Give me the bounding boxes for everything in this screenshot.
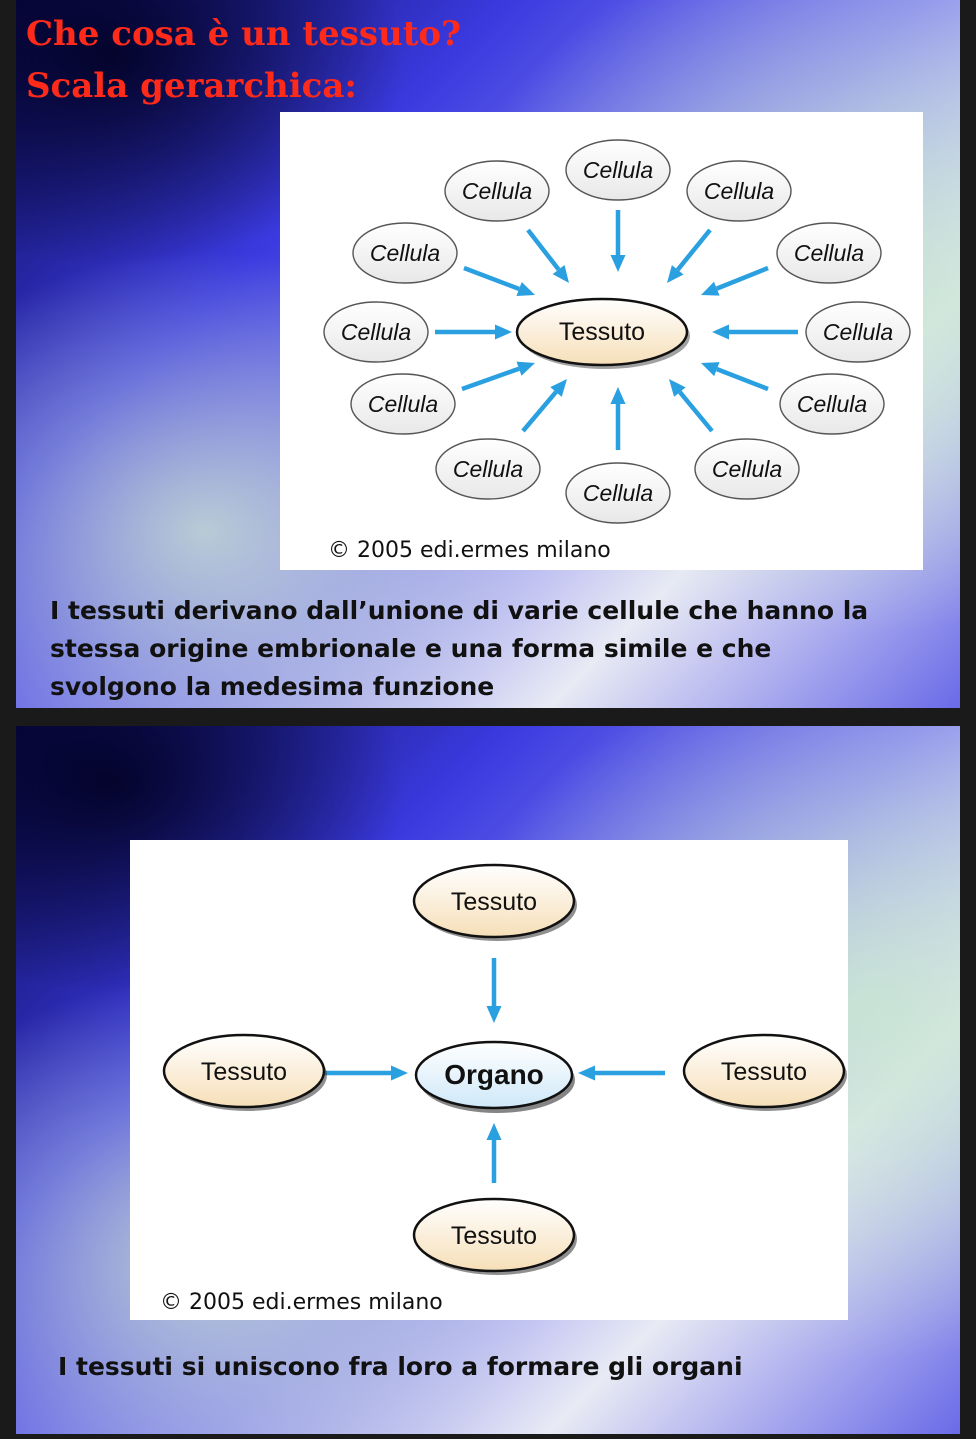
organ-label: Organo xyxy=(444,1059,544,1090)
tissue-node xyxy=(414,865,577,941)
cell-node xyxy=(566,140,670,200)
organ-node xyxy=(416,1042,575,1113)
arrow xyxy=(669,379,712,431)
cell-label: Cellula xyxy=(793,240,865,266)
caption-1-line-3: svolgono la medesima funzione xyxy=(50,672,495,701)
cell-node xyxy=(324,302,428,362)
cell-label: Cellula xyxy=(369,240,441,266)
caption-1-line-1: I tessuti derivano dall’unione di varie cellule che hanno la xyxy=(50,596,869,625)
tissue-node xyxy=(517,299,690,369)
slide-title: Che cosa è un tessuto? xyxy=(26,14,462,54)
cell-label: Cellula xyxy=(711,456,783,482)
tissue-label: Tessuto xyxy=(200,1058,288,1086)
cell-label: Cellula xyxy=(703,178,775,204)
tissue-node xyxy=(684,1035,847,1111)
tissue-label: Tessuto xyxy=(450,888,538,916)
cell-node xyxy=(806,302,910,362)
cell-label: Cellula xyxy=(582,480,654,506)
arrow xyxy=(578,1066,665,1081)
cell-node xyxy=(353,223,457,283)
tissue-node xyxy=(164,1035,327,1111)
cell-label: Cellula xyxy=(452,456,524,482)
arrow xyxy=(701,362,768,389)
cell-node xyxy=(351,374,455,434)
arrow xyxy=(667,230,710,283)
arrow xyxy=(322,1066,408,1081)
cell-label: Cellula xyxy=(796,391,868,417)
cell-label: Cellula xyxy=(822,319,894,345)
tissue-organ-diagram xyxy=(130,840,848,1320)
arrow xyxy=(611,210,626,272)
cell-tissue-diagram-panel xyxy=(280,112,923,570)
caption-2 xyxy=(58,1348,743,1386)
cell-node xyxy=(687,161,791,221)
arrow xyxy=(523,379,567,431)
cell-label: Cellula xyxy=(367,391,439,417)
tissue-organ-diagram-panel xyxy=(130,840,848,1320)
cell-node xyxy=(566,463,670,523)
caption-1 xyxy=(50,592,868,706)
tissue-label: Tessuto xyxy=(450,1222,538,1250)
cell-node xyxy=(777,223,881,283)
slide-2 xyxy=(16,726,960,1434)
arrow xyxy=(701,268,768,296)
arrow xyxy=(487,958,502,1023)
cell-node xyxy=(436,439,540,499)
cell-node xyxy=(780,374,884,434)
caption-2-line: I tessuti si uniscono fra loro a formare gli organi xyxy=(58,1352,743,1381)
cell-tissue-diagram xyxy=(280,112,923,570)
caption-1-line-2: stessa origine embrionale e una forma simile e che xyxy=(50,634,772,663)
tissue-label: Tessuto xyxy=(558,318,646,346)
tissue-label: Tessuto xyxy=(720,1058,808,1086)
arrow xyxy=(464,268,535,296)
cell-node xyxy=(695,439,799,499)
arrow xyxy=(435,325,512,340)
copyright-1: © 2005 edi.ermes milano xyxy=(328,538,611,563)
copyright-2: © 2005 edi.ermes milano xyxy=(160,1290,443,1315)
arrow xyxy=(611,387,626,450)
cell-label: Cellula xyxy=(582,157,654,183)
arrow xyxy=(528,230,569,283)
cell-node xyxy=(445,161,549,221)
tissue-node xyxy=(414,1199,577,1275)
arrow xyxy=(487,1123,502,1183)
slide-subtitle: Scala gerarchica: xyxy=(26,66,357,106)
cell-label: Cellula xyxy=(340,319,412,345)
cell-label: Cellula xyxy=(461,178,533,204)
slide-1 xyxy=(16,0,960,708)
arrow xyxy=(712,325,798,340)
arrow xyxy=(462,362,535,389)
